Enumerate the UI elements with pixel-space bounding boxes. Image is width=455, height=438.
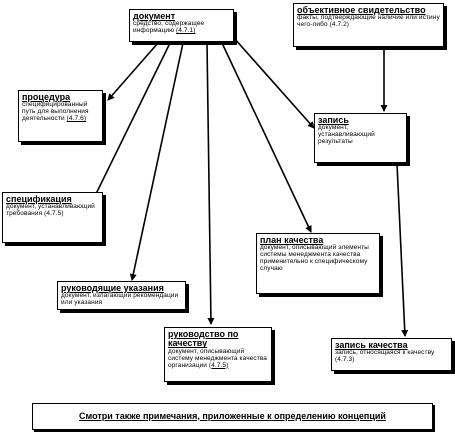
node-document-title: документ: [133, 11, 176, 21]
node-document-ref: (4.7.1): [176, 27, 196, 35]
node-procedure-text: специфицированный путь для выполнения деятельности: [22, 101, 89, 123]
node-quality-plan: [256, 233, 380, 294]
node-guidelines-text: документ, излагающий рекомендации или указания: [61, 292, 179, 307]
node-quality-manual-ref: (4.7.5): [208, 361, 229, 369]
node-record: [314, 113, 407, 163]
node-procedure-title: процедура: [22, 92, 71, 102]
arrow-document-to-quality-manual: [207, 43, 211, 324]
node-objective-evidence-title: объективное свидетельство: [297, 5, 426, 15]
node-quality-manual: [164, 327, 272, 382]
node-quality-plan-title: план качества: [260, 235, 324, 245]
node-document-text: средство, содержащее информацию: [133, 20, 205, 35]
node-record-text: документ, устанавливающий результаты: [318, 124, 375, 146]
node-quality-manual-title: руководство по качеству: [168, 329, 239, 349]
arrow-document-to-specification: [93, 43, 170, 200]
node-record-title: запись: [318, 115, 349, 125]
arrow-record-to-quality-record: [397, 164, 405, 336]
node-specification: [2, 192, 103, 243]
node-quality-record-text: запись, относящаяся к качеству (4.7.3): [335, 349, 435, 364]
footnote-box: [32, 403, 433, 430]
node-specification-text: документ, устанавливающий требования (4.7.5): [6, 203, 95, 218]
node-procedure-ref: (4.7.6): [66, 115, 87, 123]
arrow-document-to-guidelines: [132, 43, 183, 280]
node-objective-evidence-text: факты, подтверждающие наличие или истину чего-либо (4.7.2): [297, 14, 440, 29]
node-objective-evidence: [293, 3, 444, 47]
node-quality-plan-text: документ, описывающий элементы системы менеджмента качества применительно к специфическому случаю: [260, 244, 369, 272]
node-procedure: [18, 90, 103, 142]
arrow-document-to-record: [234, 38, 314, 128]
footnote-text: Смотри также примечания, приложенные к определению концепций: [79, 410, 386, 421]
node-guidelines-title: руководящие указания: [61, 283, 164, 293]
arrow-document-to-procedure: [108, 43, 158, 100]
node-document: [129, 9, 234, 42]
node-quality-record: [331, 338, 452, 371]
node-specification-title: спецификация: [6, 194, 72, 204]
node-guidelines: [57, 281, 186, 310]
node-quality-manual-text: документ, описывающий систему менеджмента качества организации: [168, 347, 268, 369]
node-quality-record-title: запись качества: [335, 340, 408, 350]
arrow-document-to-quality-plan: [222, 43, 311, 232]
